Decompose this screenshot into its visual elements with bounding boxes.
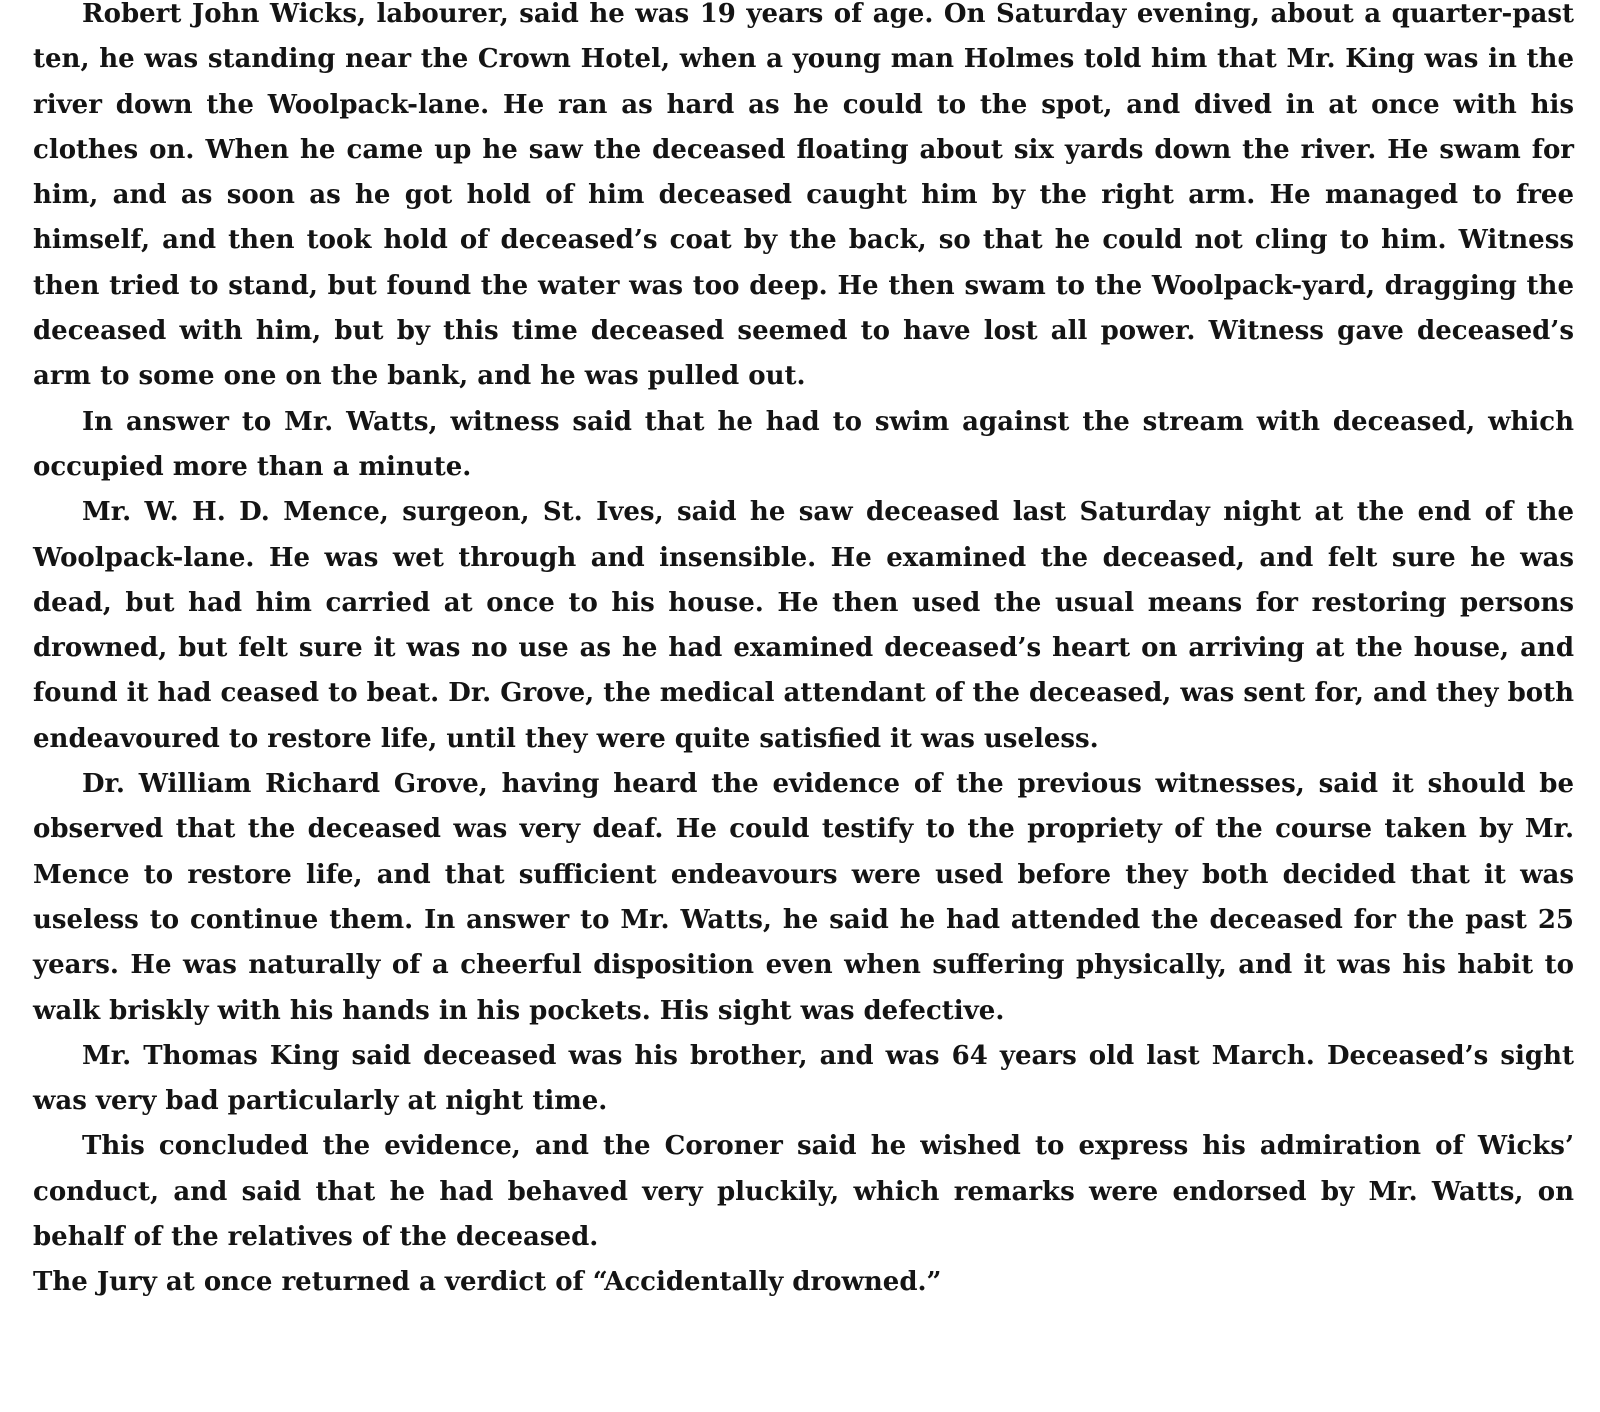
paragraph-wicks-testimony: Robert John Wicks, labourer, said he was 19 years of age. On Saturday evening, about a quarter-past ten, he was standing near the Crown Hotel, when a young man Holmes told him that Mr. King was in the river down the Woolpack-lane. He ran as hard as he could to the spot, and dived in at once with his clothes on. When he came up he saw the deceased floating about six yards down the river. He swam for him, and as soon as he got hold of him deceased caught him by the right arm. He managed to free himself, and then took hold of deceased’s coat by the back, so that he could not cling to him. Witness then tried to stand, but found the water was too deep. He then swam to the Woolpack-yard, dragging the deceased with him, but by this time deceased seemed to have lost all power. Witness gave deceased’s arm to some one on the bank, and he was pulled out. bbox=[33, 0, 1574, 392]
paragraph-grove-testimony: Dr. William Richard Grove, having heard the evidence of the previous witnesses, said it should be observed that the deceased was very deaf. He could testify to the propriety of the course taken by Mr. Mence to restore life, and that sufficient endeavours were used before they both decided that it was useless to continue them. In answer to Mr. Watts, he said he had attended the deceased for the past 25 years. He was naturally of a cheerful disposition even when suffering physically, and it was his habit to walk briskly with his hands in his pockets. His sight was defective. bbox=[33, 769, 1574, 1026]
paragraph-coroner-remarks: This concluded the evidence, and the Coroner said he wished to express his admiration of Wicks’ conduct, and said that he had behaved very pluckily, which remarks were endorsed by Mr. Watts, on behalf of the relatives of the deceased. bbox=[33, 1131, 1574, 1253]
paragraph-king-testimony: Mr. Thomas King said deceased was his brother, and was 64 years old last March. Deceased’s sight was very bad particularly at night time. bbox=[33, 1040, 1574, 1117]
paragraph-jury-verdict: The Jury at once returned a verdict of “Accidentally drowned.” bbox=[33, 1267, 942, 1298]
paragraph-answer-to-watts: In answer to Mr. Watts, witness said that he had to swim against the stream with deceased, which occupied more than a minute. bbox=[33, 406, 1574, 482]
document-page bbox=[33, 0, 1574, 1412]
paragraph-mence-testimony: Mr. W. H. D. Mence, surgeon, St. Ives, said he saw deceased last Saturday night at the end of the Woolpack-lane. He was wet through and insensible. He examined the deceased, and felt sure he was dead, but had him carried at once to his house. He then used the usual means for restoring persons drowned, but felt sure it was no use as he had examined deceased’s heart on arriving at the house, and found it had ceased to beat. Dr. Grove, the medical attendant of the deceased, was sent for, and they both endeavoured to restore life, until they were quite satisfied it was useless. bbox=[33, 497, 1574, 754]
